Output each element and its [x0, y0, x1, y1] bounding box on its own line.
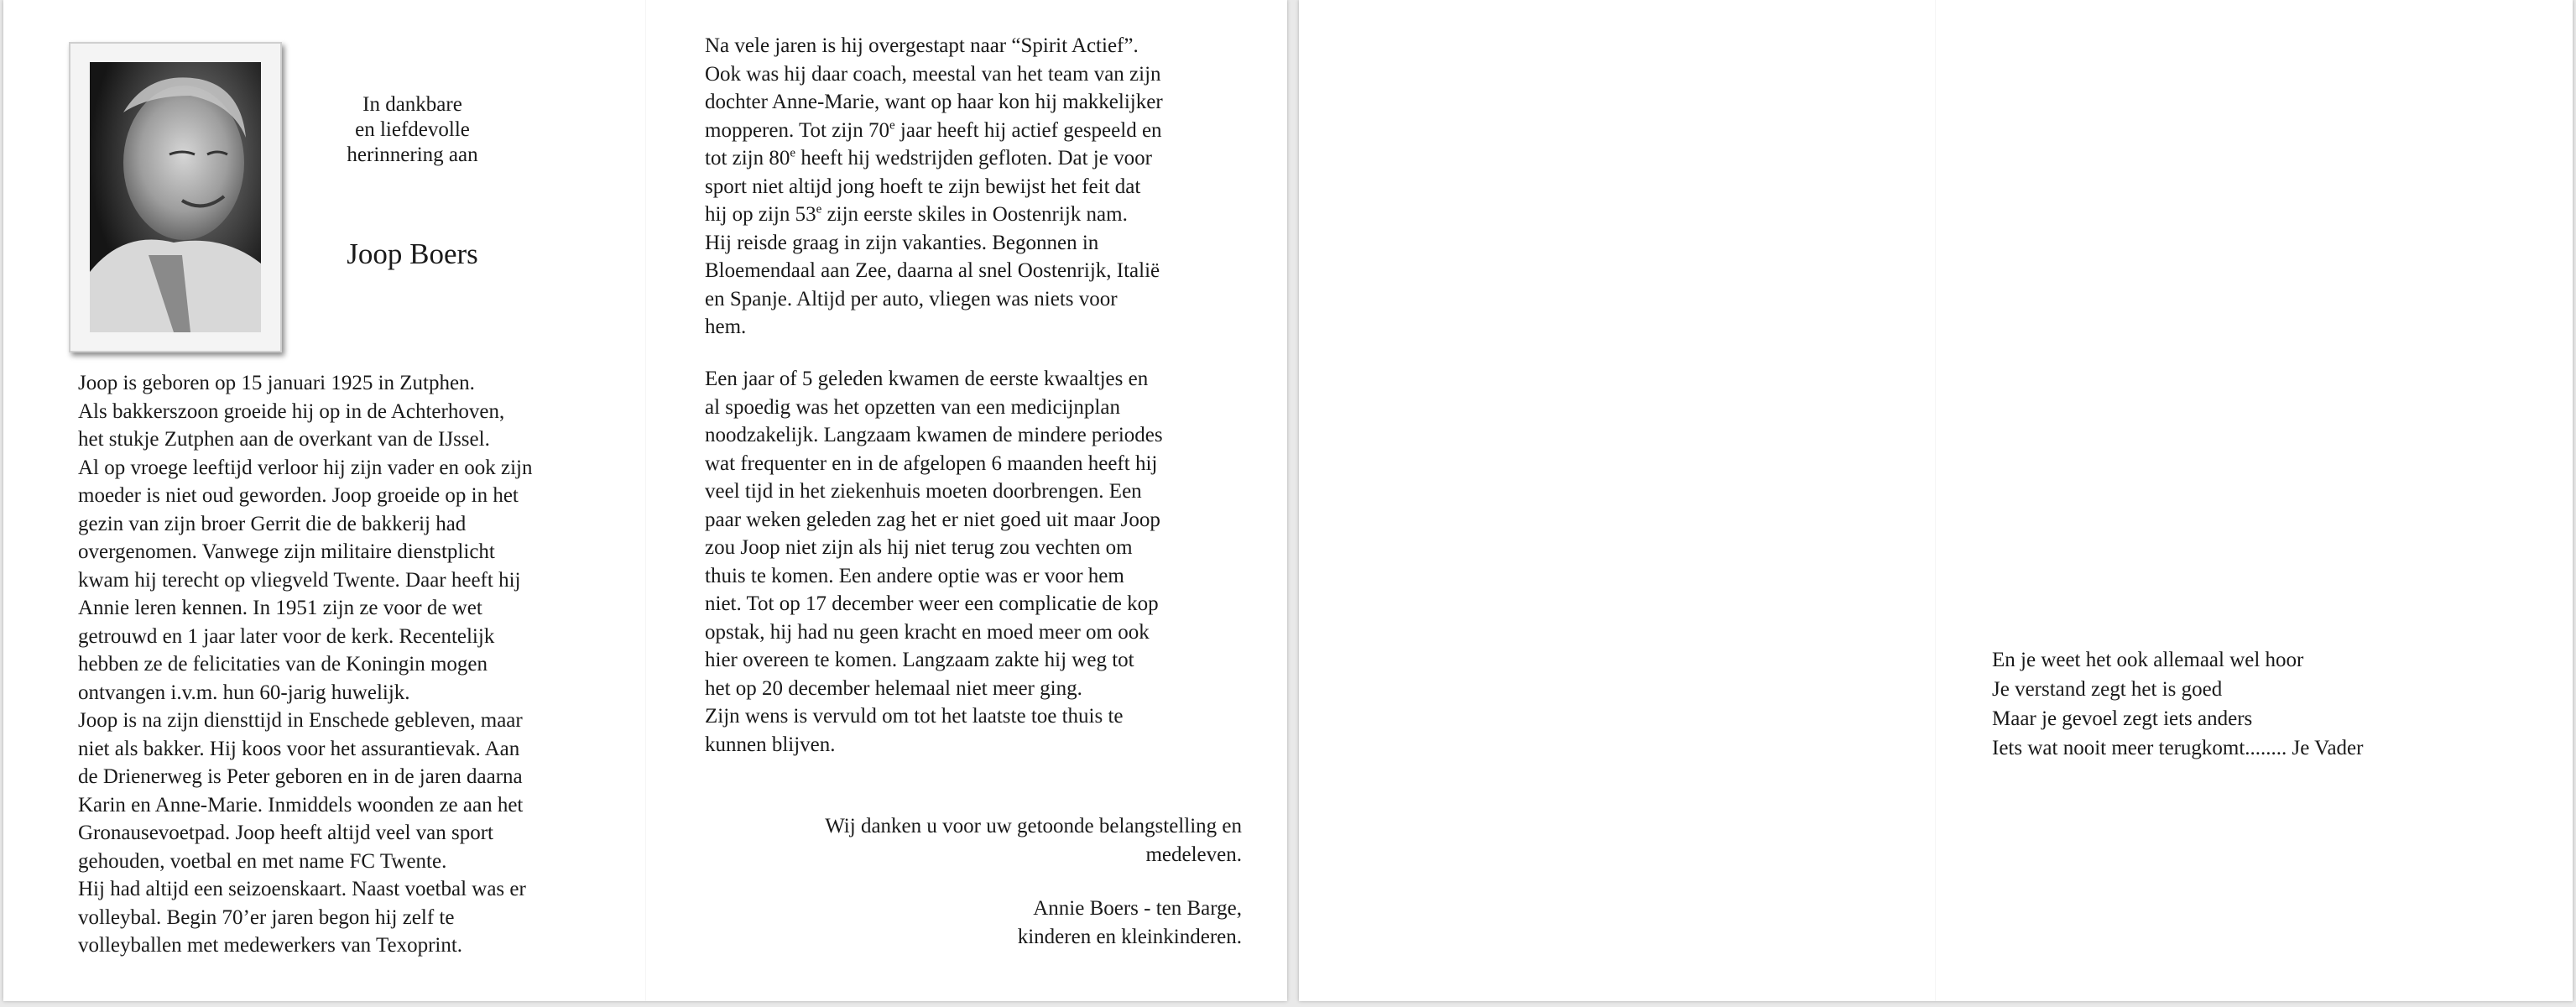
biography-line: ontvangen i.v.m. hun 60-jarig huwelijk. [78, 681, 410, 704]
illness-line: kunnen blijven. [705, 733, 836, 756]
ordinal-suffix: e [816, 202, 822, 217]
poem-line: Maar je gevoel zegt iets anders [1992, 707, 2253, 730]
illness-line: wat frequenter en in de afgelopen 6 maanden heeft hij [705, 451, 1158, 475]
illness-line: Zijn wens is vervuld om tot het laatste toe thuis te [705, 705, 1124, 728]
illness-line: thuis te komen. Een andere optie was er voor hem [705, 564, 1124, 587]
biography-line: volleybal. Begin 70’er jaren begon hij zelf te [78, 905, 455, 929]
sport-line: en Spanje. Altijd per auto, vliegen was niets voor [705, 287, 1118, 310]
dedication-line: en liefdevolle [355, 118, 470, 141]
illness-line: Een jaar of 5 geleden kwamen de eerste kwaaltjes en [705, 368, 1149, 390]
sport-line: hem. [705, 316, 747, 338]
biography-line: Annie leren kennen. In 1951 zijn ze voor de wet [78, 597, 482, 619]
biography-text [78, 369, 632, 960]
illness-line: het op 20 december helemaal niet meer ging. [705, 676, 1082, 700]
sport-line: dochter Anne-Marie, want op haar kon hij makkelijker [705, 91, 1163, 113]
biography-line: volleyballen met medewerkers van Texoprint. [78, 934, 463, 957]
portrait-photo [90, 62, 261, 332]
sport-line [705, 117, 1259, 145]
sport-line [705, 201, 1259, 229]
dedication-line: herinnering aan [347, 143, 478, 166]
sport-line: Hij reisde graag in zijn vakanties. Begonnen in [705, 231, 1099, 254]
biography-line: Gronausevoetpad. Joop heeft altijd veel van sport [78, 822, 493, 844]
biography-line: Al op vroege leeftijd verloor hij zijn vader en ook zijn [78, 456, 533, 479]
dedication-header [284, 92, 540, 168]
biography-line: gehouden, voetbal en met name FC Twente. [78, 849, 447, 873]
poem [1992, 645, 2563, 763]
sport-line-part: tot zijn 80 [705, 147, 790, 170]
sport-line: sport niet altijd jong hoeft te zijn bewijst het feit dat [705, 175, 1141, 198]
poem-line: Iets wat nooit meer terugkomt........ Je Vader [1992, 737, 2364, 759]
sport-line [705, 144, 1259, 173]
illness-line: noodzakelijk. Langzaam kwamen de mindere periodes [705, 424, 1163, 446]
biography-line: hebben ze de felicitaties van de Koningin mogen [78, 653, 488, 676]
fold-line [1935, 0, 1936, 1001]
portrait-photo-frame [69, 42, 282, 352]
sport-line-part: mopperen. Tot zijn 70 [705, 118, 889, 142]
thank-you-line: Wij danken u voor uw getoonde belangstelling en [825, 815, 1242, 837]
ordinal-suffix: e [889, 118, 895, 133]
illness-paragraph [705, 365, 1259, 759]
illness-line: niet. Tot op 17 december weer een complicatie de kop [705, 592, 1159, 615]
sport-line: Bloemendaal aan Zee, daarna al snel Oostenrijk, Italië [705, 259, 1160, 282]
biography-line: Als bakkerszoon groeide hij op in de Achterhoven, [78, 399, 505, 423]
thank-you-note [705, 812, 1242, 869]
illness-line: hier overeen te komen. Langzaam zakte hij weg tot [705, 649, 1134, 671]
illness-line: veel tijd in het ziekenhuis moeten doorbrengen. Een [705, 480, 1142, 503]
biography-line: Hij had altijd een seizoenskaart. Naast voetbal was er [78, 878, 526, 900]
fold-line [645, 0, 646, 1001]
biography-line: het stukje Zutphen aan de overkant van de IJssel. [78, 428, 490, 451]
memorial-card-inside [3, 0, 1287, 1001]
biography-line: kwam hij terecht op vliegveld Twente. Daar heeft hij [78, 568, 521, 592]
biography-line: gezin van zijn broer Gerrit die de bakkerij had [78, 512, 467, 535]
poem-line: Je verstand zegt het is goed [1992, 678, 2223, 701]
sport-line-part: zijn eerste skiles in Oostenrijk nam. [821, 203, 1128, 226]
sport-line: Ook was hij daar coach, meestal van het team van zijn [705, 62, 1161, 86]
ordinal-suffix: e [790, 146, 796, 160]
dedication-line: In dankbare [362, 93, 462, 116]
sport-line-part: hij op zijn 53 [705, 203, 816, 226]
family-signature [705, 895, 1242, 951]
sport-line-part: heeft hij wedstrijden gefloten. Dat je voor [795, 147, 1152, 170]
biography-line: niet als bakker. Hij koos voor het assurantievak. Aan [78, 737, 520, 760]
biography-line: Joop is na zijn diensttijd in Enschede gebleven, maar [78, 709, 523, 732]
biography-line: de Drienerweg is Peter geboren en in de jaren daarna [78, 765, 523, 788]
portrait-image [90, 62, 261, 332]
biography-line: Joop is geboren op 15 januari 1925 in Zutphen. [78, 372, 475, 394]
signature-line: Annie Boers - ten Barge, [1033, 897, 1242, 920]
illness-line: paar weken geleden zag het er niet goed uit maar Joop [705, 508, 1160, 531]
biography-line: Karin en Anne-Marie. Inmiddels woonden ze aan het [78, 793, 524, 817]
thank-you-line: medeleven. [1145, 843, 1242, 866]
memorial-card-back [1299, 0, 2573, 1001]
illness-line: al spoedig was het opzetten van een medicijnplan [705, 395, 1120, 419]
sport-line: Na vele jaren is hij overgestapt naar “Spirit Actief”. [705, 34, 1139, 57]
sport-line-part: jaar heeft hij actief gespeeld en [894, 118, 1162, 142]
illness-line: opstak, hij had nu geen kracht en moed meer om ook [705, 620, 1150, 644]
poem-line: En je weet het ook allemaal wel hoor [1992, 649, 2304, 671]
biography-line: moeder is niet oud geworden. Joop groeide op in het [78, 484, 519, 507]
sport-paragraph [705, 32, 1259, 342]
signature-line: kinderen en kleinkinderen. [1017, 925, 1242, 948]
deceased-name: Joop Boers [347, 237, 478, 270]
biography-line: overgenomen. Vanwege zijn militaire dienstplicht [78, 540, 495, 563]
biography-line: getrouwd en 1 jaar later voor de kerk. Recentelijk [78, 624, 495, 648]
illness-line: zou Joop niet zijn als hij niet terug zou vechten om [705, 536, 1133, 559]
